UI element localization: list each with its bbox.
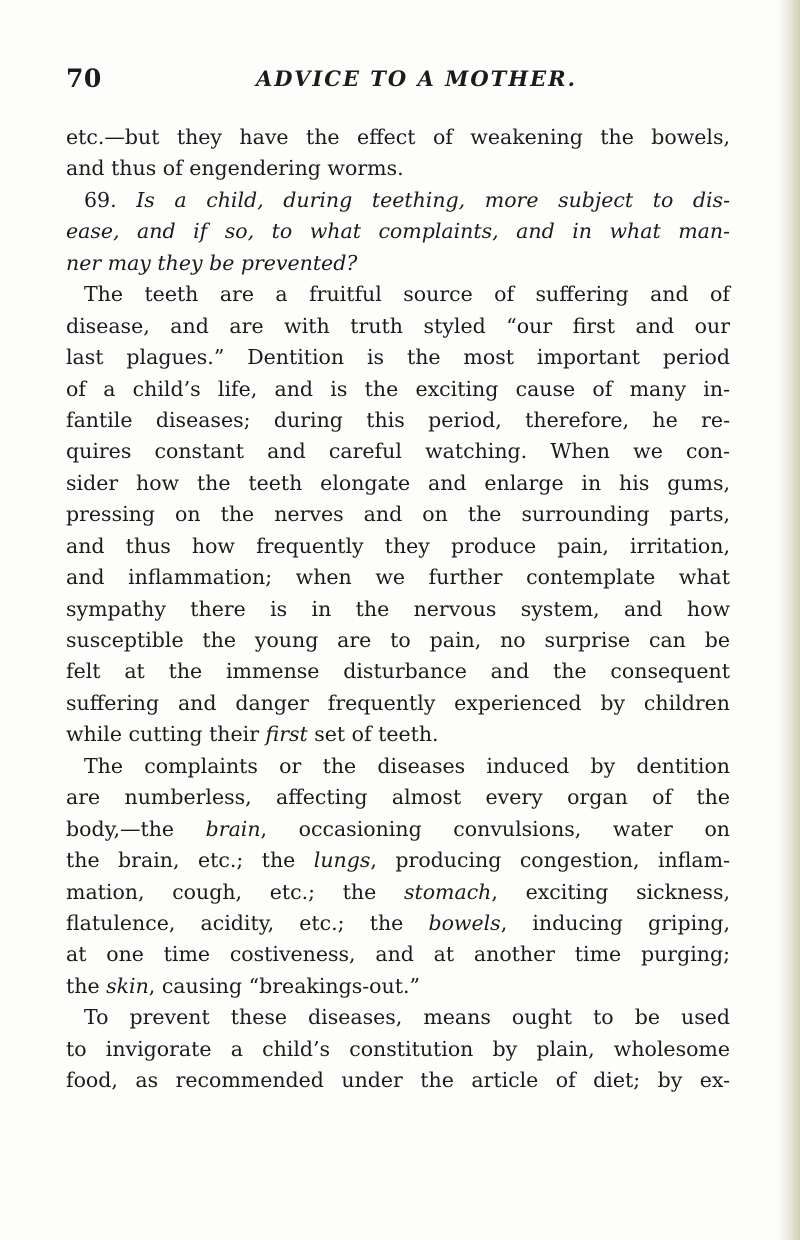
- text-line: the skin, causing “breakings-out.”: [66, 973, 420, 998]
- text-line: The teeth are a fruitful source of suffering and of: [84, 282, 730, 307]
- text-line: to invigorate a child’s constitution by plain, wholesome: [66, 1036, 730, 1061]
- text-line: and thus of engendering worms.: [66, 156, 404, 181]
- page-number: 70: [66, 64, 102, 93]
- running-head: ADVICE TO A MOTHER.: [256, 66, 577, 91]
- text-line: and thus how frequently they produce pain, irritation,: [66, 533, 730, 558]
- text-line: To prevent these diseases, means ought to be used: [84, 1005, 730, 1030]
- text-line: last plagues.” Dentition is the most important period: [66, 345, 730, 370]
- text-line: flatulence, acidity, etc.; the bowels, inducing griping,: [66, 910, 730, 935]
- body-text: [66, 122, 730, 1097]
- text-line: quires constant and careful watching. When we con-: [66, 439, 730, 464]
- text-line: suffering and danger frequently experienced by children: [66, 690, 730, 715]
- text-line: and inflammation; when we further contemplate what: [66, 565, 730, 590]
- text-line: susceptible the young are to pain, no surprise can be: [66, 628, 730, 652]
- text-line: body,—the brain, occasioning convulsions, water on: [66, 816, 730, 841]
- text-line: at one time costiveness, and at another time purging;: [66, 942, 730, 967]
- text-line: sider how the teeth elongate and enlarge in his gums,: [66, 470, 730, 495]
- text-line: are numberless, affecting almost every organ of the: [66, 785, 730, 810]
- text-line: disease, and are with truth styled “our first and our: [66, 313, 730, 338]
- text-line: etc.—but they have the effect of weakening the bowels,: [66, 125, 730, 149]
- text-line: felt at the immense disturbance and the consequent: [66, 659, 730, 684]
- text-line: fantile diseases; during this period, therefore, he re-: [66, 407, 730, 432]
- page-header: [66, 64, 726, 100]
- text-line: the brain, etc.; the lungs, producing congestion, inflam-: [66, 848, 730, 873]
- text-line: sympathy there is in the nervous system, and how: [66, 596, 730, 621]
- text-line: ease, and if so, to what complaints, and in what man-: [66, 219, 730, 244]
- text-line: of a child’s life, and is the exciting cause of many in-: [66, 376, 730, 401]
- text-line: The complaints or the diseases induced by dentition: [84, 753, 730, 778]
- text-line: mation, cough, etc.; the stomach, exciting sickness,: [66, 879, 730, 904]
- text-line: pressing on the nerves and on the surrounding parts,: [66, 502, 730, 527]
- page-edge-shadow: [778, 0, 800, 1240]
- text-line: ner may they be prevented?: [66, 250, 358, 275]
- text-line: while cutting their first set of teeth.: [66, 722, 439, 747]
- text-line: food, as recommended under the article of diet; by ex-: [66, 1068, 730, 1093]
- text-line: 69. Is a child, during teething, more subject to dis-: [84, 187, 730, 212]
